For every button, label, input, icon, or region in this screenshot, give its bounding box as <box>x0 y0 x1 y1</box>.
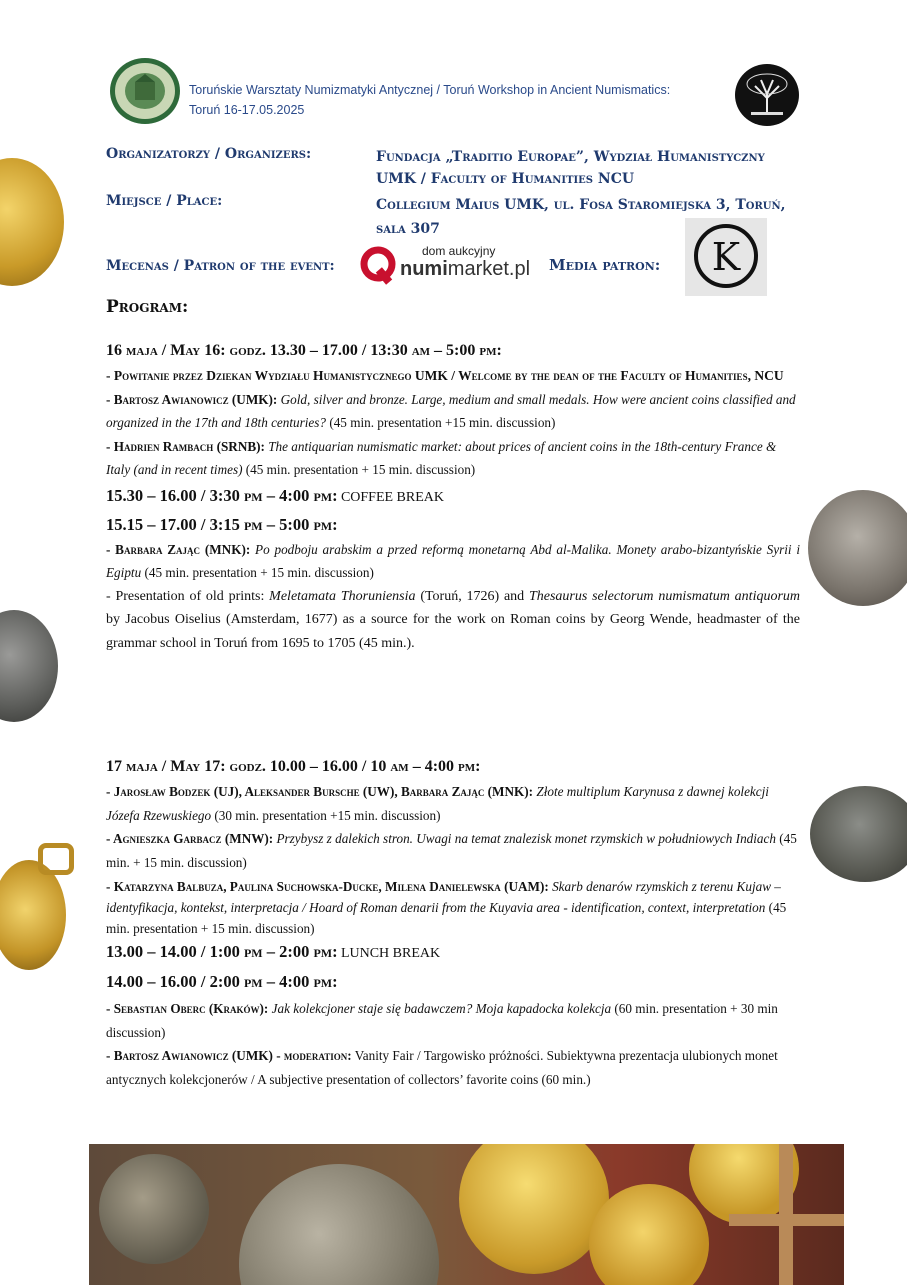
organizers-label: Organizatorzy / Organizers: <box>106 146 312 162</box>
day1-talk1-speaker: - Bartosz Awianowicz (UMK): <box>106 391 278 407</box>
media-patron-label: Media patron: <box>549 256 661 274</box>
day1-talk4-e: by Jacobus Oiselius (Amsterdam, 1677) as a source for the work on Roman coins by Georg Wende, headmaster of the grammar school in Toruń from 1695 to 1705 (45 min.). <box>106 612 800 651</box>
day1-talk1-note: (45 min. presentation +15 min. discussion) <box>329 415 556 430</box>
numimarket-top: dom aukcyjny <box>422 244 496 258</box>
organizers-value-1: Fundacja „Traditio Europae”, Wydział Humanistyczny <box>376 149 765 165</box>
day2-talk2-speaker: - Agnieszka Garbacz (MNW): <box>106 831 274 846</box>
day2-section <box>106 754 800 1091</box>
day1-talk3-speaker: - Barbara Zając (MNK): <box>106 541 251 557</box>
coins-photo-banner <box>89 1144 844 1285</box>
day2-talk4 <box>106 997 800 1044</box>
day2-slot2: 14.00 – 16.00 / 2:00 pm – 4:00 pm: <box>106 972 338 991</box>
gold-pendant-coin-image <box>0 860 66 970</box>
day2-talk2-note: (45 min. + 15 min. discussion) <box>106 831 797 870</box>
organizers-value <box>376 146 765 190</box>
svg-text:K: K <box>711 235 741 279</box>
day2-talk3-title: Skarb denarów rzymskich z terenu Kujaw – identyfikacja, kontekst, interpretacja / Hoard of Roman denarii from the Kuyavia area - identification, context, interpretation <box>106 879 781 915</box>
day2-talk4-title: Jak kolekcjoner staje się badawczem? Moja kapadocka kolekcja <box>271 1001 612 1016</box>
day1-talk3-title: Po podboju arabskim a przed reformą monetarną Abd al-Malika. Monety arabo-bizantyńskie Syrii i Egiptu <box>106 541 801 580</box>
day2-talk2 <box>106 827 800 874</box>
day1-coffee-label: COFFEE BREAK <box>340 489 445 505</box>
day1-talk2-speaker: - Hadrien Rambach (SRNB): <box>106 438 265 454</box>
day1-talk2-title: The antiquarian numismatic market: about prices of ancient coins in the 18th-century France & Italy (and in recent times) <box>106 438 777 477</box>
header-line-1: Toruńskie Warsztaty Numizmatyki Antycznej / Toruń Workshop in Ancient Numismatics: <box>189 83 671 97</box>
day2-talk2-title: Przybysz z dalekich stron. Uwagi na temat znalezisk monet rzymskich w południowych Indiach <box>276 831 776 846</box>
numimarket-rest: market.pl <box>447 258 531 280</box>
silver-coin-image <box>808 490 907 606</box>
day2-talk4-note: (60 min. presentation + 30 min discussion) <box>106 1001 778 1040</box>
organizers-value-2: UMK / Faculty of Humanities NCU <box>376 171 635 187</box>
place-label: Miejsce / Place: <box>106 193 223 209</box>
day1-talk4-d: Thesaurus selectorum numismatum antiquorum <box>528 588 801 604</box>
day2-talk3-note: (45 min. presentation + 15 min. discussion) <box>106 900 787 936</box>
banner-tray-divider-h <box>729 1214 844 1226</box>
day1-section <box>106 338 800 655</box>
day2-lunch <box>106 939 800 967</box>
day2-talk1-title: Złote multiplum Karynusa z dawnej kolekcji Józefa Rzewuskiego <box>106 784 769 823</box>
day1-coffee-time: 15.30 – 16.00 / 3:30 pm – 4:00 pm: <box>106 485 338 505</box>
day2-talk3 <box>106 874 800 939</box>
place-value-1: Collegium Maius UMK, ul. Fosa Staromiejska 3, Toruń, <box>376 197 786 213</box>
day2-slot1: 17 maja / May 17: godz. 10.00 – 16.00 / 10 am – 4:00 pm: <box>106 758 481 775</box>
day1-talk4-b: Meletamata Thoruniensia <box>269 588 416 604</box>
day2-lunch-label: LUNCH BREAK <box>340 946 441 961</box>
day2-talk5-text: Vanity Fair / Targowisko próżności. Subiektywna prezentacja ulubionych monet antycznych kolekcjonerów / A subjective presentation of collectors’ favorite coins (60 min.) <box>106 1048 778 1087</box>
day1-slot2: 15.15 – 17.00 / 3:15 pm – 5:00 pm: <box>106 514 338 534</box>
day1-talk4-a: - Presentation of old prints: <box>106 588 265 604</box>
day2-lunch-time: 13.00 – 14.00 / 1:00 pm – 2:00 pm: <box>106 942 338 961</box>
pendant-loop <box>38 843 74 875</box>
patron-label: Mecenas / Patron of the event: <box>106 258 335 274</box>
day2-talk1 <box>106 780 800 827</box>
day2-talk4-speaker: - Sebastian Oberc (Kraków): <box>106 1001 269 1016</box>
media-patron-logo <box>685 218 767 296</box>
day1-talk1-title: Gold, silver and bronze. Large, medium and small medals. How were ancient coins classified and organized in the 17th and 18th centuries? <box>106 391 796 430</box>
day1-talk1 <box>106 388 800 435</box>
banner-coin-2 <box>239 1164 439 1285</box>
day2-talk1-note: (30 min. presentation +15 min. discussion) <box>214 807 441 823</box>
day1-talk4-c: (Toruń, 1726) and <box>420 588 525 604</box>
day1-talk4 <box>106 585 800 656</box>
header-title <box>189 80 670 120</box>
numimarket-logo <box>360 244 532 286</box>
day2-talk5 <box>106 1044 800 1091</box>
gold-coin-image <box>0 158 64 286</box>
day2-talk5-speaker: - Bartosz Awianowicz (UMK) - moderation: <box>106 1048 352 1063</box>
day1-talk3 <box>106 538 800 585</box>
place-value-2: sala 307 <box>376 221 440 237</box>
day1-talk2 <box>106 435 800 482</box>
day1-coffee <box>106 482 800 511</box>
day1-talk3-note: (45 min. presentation + 15 min. discussion) <box>144 565 374 580</box>
traditio-europae-logo <box>735 64 799 126</box>
day1-slot1: 16 maja / May 16: godz. 13.30 – 17.00 / 13:30 am – 5:00 pm: <box>106 342 502 359</box>
numimarket-bold: numi <box>400 258 448 280</box>
workshop-logo <box>108 56 182 126</box>
header-line-2: Toruń 16-17.05.2025 <box>189 103 305 117</box>
banner-coin-3 <box>459 1144 609 1274</box>
dark-coin-image <box>810 786 907 882</box>
bronze-coin-image <box>0 610 58 722</box>
day1-welcome: - Powitanie przez Dziekan Wydziału Humanistycznego UMK / Welcome by the dean of the Faculty of Humanities, NCU <box>106 368 784 383</box>
day1-talk2-note: (45 min. presentation + 15 min. discussion) <box>245 462 476 477</box>
program-title: Program: <box>106 297 189 317</box>
day2-talk3-speaker: - Katarzyna Balbuza, Paulina Suchowska-Ducke, Milena Danielewska (UAM): <box>106 879 549 894</box>
banner-coin-1 <box>99 1154 209 1264</box>
day2-talk1-speaker: - Jarosław Bodzek (UJ), Aleksander Bursche (UW), Barbara Zając (MNK): <box>106 784 534 799</box>
